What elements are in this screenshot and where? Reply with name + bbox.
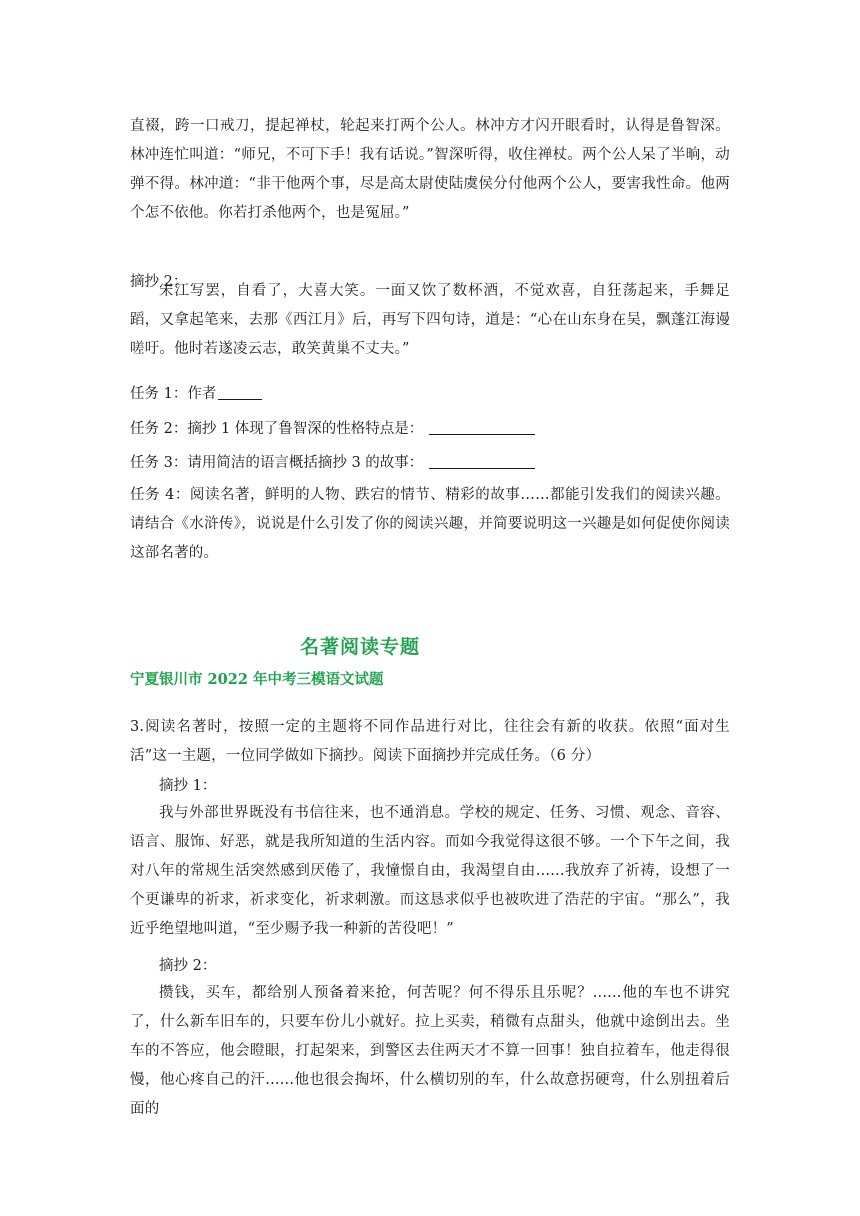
task3-text: 任务 3：请用简洁的语言概括摘抄 3 的故事： xyxy=(130,455,424,471)
task1 xyxy=(130,384,262,404)
q3-excerpt1-text: 我与外部世界既没有书信往来，也不通消息。学校的规定、任务、习惯、观念、音容、语言、服饰、好恶，就是我所知道的生活内容。而如今我觉得这很不够。一个下午之间，我对八年的常规生活突然感到厌倦了，我憧憬自由，我渴望自由......我放弃了祈祷，设想了一个更谦卑的祈求，祈求变化，祈求刺激。而这恳求似乎也被吹进了浩茫的宇宙。“那么”，我近乎绝望地叫道，“至少赐予我一种新的苦役吧！” xyxy=(130,805,730,937)
question-3-intro: 3.阅读名著时，按照一定的主题将不同作品进行对比，往往会有新的收获。依照“面对生活”这一主题，一位同学做如下摘抄。阅读下面摘抄并完成任务。（6 分） xyxy=(130,719,730,764)
excerpt2-label: 摘抄 2： xyxy=(130,274,188,290)
answer-blank xyxy=(429,454,535,469)
task3 xyxy=(130,453,535,473)
section-title: 名著阅读专题 xyxy=(300,636,421,658)
task2-text: 任务 2：摘抄 1 体现了鲁智深的性格特点是： xyxy=(130,421,424,437)
section-source: 宁夏银川市 2022 年中考三模语文试题 xyxy=(130,671,384,688)
excerpt-continued: 直裰，跨一口戒刀，提起禅杖，轮起来打两个公人。林冲方才闪开眼看时，认得是鲁智深。林冲连忙叫道：“师兄，不可下手！我有话说。”智深听得，收住禅杖。两个公人呆了半晌，动弹不得。林冲道：“非干他两个事，尽是高太尉使陆虞侯分付他两个公人，要害我性命。他两个怎不依他。你若打杀他两个，也是冤屈。” xyxy=(130,118,730,221)
q3-excerpt2-label: 摘抄 2： xyxy=(159,958,217,974)
task4: 任务 4：阅读名著，鲜明的人物、跌宕的情节、精彩的故事……都能引发我们的阅读兴趣。请结合《水浒传》，说说是什么引发了你的阅读兴趣，并简要说明这一兴趣是如何促使你阅读这部名著的。 xyxy=(130,487,730,561)
excerpt2-text: 宋江写罢，自看了，大喜大笑。一面又饮了数杯酒，不觉欢喜，自狂荡起来，手舞足蹈，又拿起笔来，去那《西江月》后，再写下四句诗，道是：“心在山东身在吴，飘蓬江海谩嗟吁。他时若遂凌云志，敢笑黄巢不丈夫。” xyxy=(130,283,730,357)
q3-excerpt2-text: 攒钱，买车，都给别人预备着来抢，何苦呢？何不得乐且乐呢？......他的车也不讲究了，什么新车旧车的，只要车份儿小就好。拉上买卖，稍微有点甜头，他就中途倒出去。坐车的不答应，他会瞪眼，打起架来，到警区去住两天才不算一回事！独自拉着车，他走得很慢，他心疼自己的汗......他也很会掏坏，什么横切别的车，什么故意拐硬弯，什么别扭着后面的 xyxy=(130,985,730,1117)
answer-blank xyxy=(429,420,535,435)
q3-excerpt1-label: 摘抄 1： xyxy=(159,778,217,794)
answer-blank xyxy=(218,385,262,400)
task2 xyxy=(130,419,535,439)
task1-text: 任务 1：作者 xyxy=(130,386,217,402)
